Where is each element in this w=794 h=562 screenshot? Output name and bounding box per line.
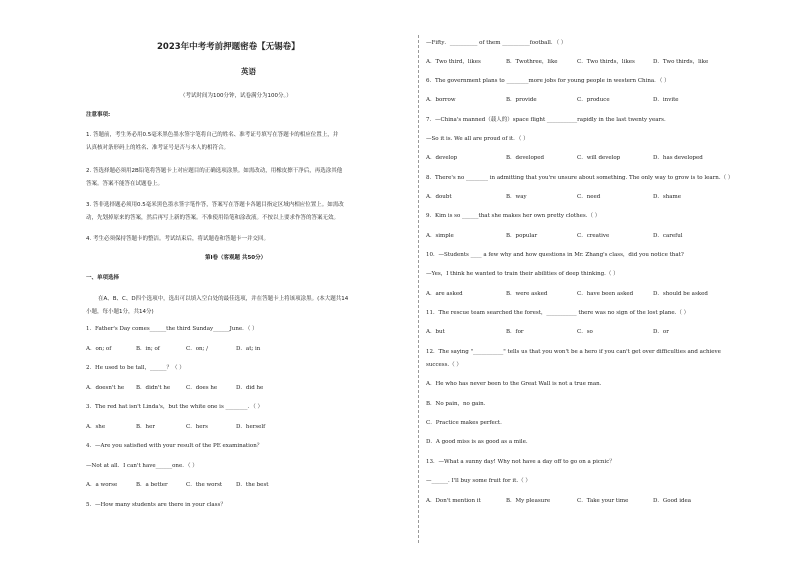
binding-line: [418, 35, 419, 543]
question-stem: 3．The red hat isn't Linda's，but the white one is ________．（ ）: [86, 404, 264, 410]
part-title: 一、单项选择: [86, 275, 120, 281]
option-a[interactable]: A．simple: [426, 233, 454, 239]
options-row: [86, 385, 286, 392]
option-a[interactable]: A．Don't mention it: [426, 498, 481, 504]
option-c[interactable]: C．Practice makes perfect.: [426, 420, 502, 426]
question-stem: —Not at all．I can't have______one．（ ）: [86, 463, 198, 469]
options-row: [426, 155, 733, 162]
option-a[interactable]: A．are asked: [426, 291, 463, 297]
question-stem: success.（ ）: [426, 362, 462, 368]
notes-line: 答案。答案不能答在试题卷上。: [86, 181, 164, 187]
option-c[interactable]: C．hers: [186, 424, 208, 430]
options-row: [426, 233, 733, 240]
option-d[interactable]: D．herself: [236, 424, 266, 430]
question-stem: 11．The rescue team searched the forest，___________ there was no sign of the lost plane.（ ）: [426, 310, 690, 316]
option-d[interactable]: D．careful: [653, 233, 683, 239]
option-c[interactable]: C．produce: [577, 97, 610, 103]
option-d[interactable]: D．did he: [236, 385, 264, 391]
option-d[interactable]: D．or: [653, 329, 669, 335]
option-b[interactable]: B．No pain，no gain.: [426, 401, 486, 407]
option-d[interactable]: D．has developed: [653, 155, 703, 161]
question-stem: 7．—China's manned（载人的）space flight ___________rapidly in the last twenty years.: [426, 117, 666, 123]
option-d[interactable]: D．should be asked: [653, 291, 708, 297]
question-stem: 8．There's no ________ in admitting that you're unsure about something. The only way to grow is to learn.（ ）: [426, 175, 734, 181]
option-b[interactable]: B．My pleasure: [506, 498, 551, 504]
option-b[interactable]: B．were asked: [506, 291, 548, 297]
options-row: [426, 59, 733, 66]
option-a[interactable]: A．doesn't he: [86, 385, 125, 391]
section-title: 第I卷（客观题 共50分）: [205, 255, 267, 261]
exam-info: （考试时间为100分钟，试卷满分为100分。）: [180, 93, 292, 99]
notes-line: 4. 考生必须保持答题卡的整洁。考试结束后，将试题卷和答题卡一并交回。: [86, 236, 269, 242]
option-d[interactable]: D．the best: [236, 482, 269, 488]
option-b[interactable]: B．Twothree，like: [506, 59, 558, 65]
option-c[interactable]: C．does he: [186, 385, 218, 391]
options-row: [426, 97, 733, 104]
option-a[interactable]: A．but: [426, 329, 445, 335]
option-b[interactable]: B．way: [506, 194, 527, 200]
question-stem: 1．Father's Day comes______the third Sunday______June．（ ）: [86, 326, 258, 332]
option-b[interactable]: B．in; of: [136, 346, 160, 352]
option-d[interactable]: D．A good miss is as good as a mile.: [426, 439, 528, 445]
question-stem: 6．The government plans to ________more jobs for young people in western China．（ ）: [426, 78, 670, 84]
question-stem: —Fifty．__________ of them __________football．（ ）: [426, 40, 567, 46]
option-d[interactable]: D．shame: [653, 194, 682, 200]
option-a[interactable]: A．develop: [426, 155, 458, 161]
question-stem: 12．The saying "___________" tells us that you won't be a hero if you can't get over difficulties and achieve: [426, 349, 721, 355]
option-c[interactable]: C．Take your time: [577, 498, 629, 504]
option-d[interactable]: D．invite: [653, 97, 679, 103]
question-stem: 13．—What a sunny day! Why not have a day off to go on a picnic？: [426, 459, 615, 465]
question-stem: 10．—Students ____ a few why and how questions in Mr. Zhang's class，did you notice that?: [426, 252, 684, 258]
options-row: [86, 346, 286, 353]
question-stem: —So it is. We all are proud of it．（ ）: [426, 136, 529, 142]
notes-heading: 注意事项:: [86, 112, 111, 118]
question-stem: 5．—How many students are there in your class？: [86, 502, 226, 508]
notes-line: 认真核对条形码上的姓名、准考证号是否与本人的相符合。: [86, 145, 230, 151]
option-a[interactable]: A．she: [86, 424, 106, 430]
question-stem: 2．He used to be tall，______？（ ）: [86, 365, 185, 371]
option-d[interactable]: D．Good idea: [653, 498, 692, 504]
option-a[interactable]: A．He who has never been to the Great Wall is not a true man.: [426, 381, 602, 387]
option-a[interactable]: A．a worse: [86, 482, 118, 488]
option-c[interactable]: C．the worst: [186, 482, 223, 488]
option-d[interactable]: D．Two thirds，like: [653, 59, 709, 65]
option-b[interactable]: B．developed: [506, 155, 545, 161]
section-instructions: 小题，每小题1分，共14分): [86, 309, 154, 315]
options-row: [426, 194, 733, 201]
option-a[interactable]: A．doubt: [426, 194, 452, 200]
question-stem: 9．Kim is so ______that she makes her own pretty clothes.（ ）: [426, 213, 601, 219]
option-c[interactable]: C．need: [577, 194, 601, 200]
option-c[interactable]: C．have been asked: [577, 291, 634, 297]
option-c[interactable]: C．on; /: [186, 346, 209, 352]
notes-line: 3. 答非选择题必须用0.5毫米黑色墨水签字笔作答，答案写在答题卡各题目指定区域内相应位置上。如需改: [86, 202, 344, 208]
option-b[interactable]: B．a better: [136, 482, 168, 488]
notes-line: 2. 答选择题必须用2B铅笔将答题卡上对应题目的正确选项涂黑。如需改动，用橡皮擦干净后，再选涂其他: [86, 168, 343, 174]
option-c[interactable]: C．creative: [577, 233, 610, 239]
option-c[interactable]: C．Two thirds，likes: [577, 59, 635, 65]
page-title: 2023年中考考前押题密卷【无锡卷】: [157, 42, 300, 52]
section-instructions: 在A、B、C、D四个选项中，选出可以填入空白处的最佳选项，并在答题卡上将该项涂黑。(本大题共14: [98, 296, 349, 302]
options-row: [426, 498, 733, 505]
notes-line: 动，先划掉原来的答案，然后再写上新的答案。不准使用铅笔和涂改液。不按以上要求作答的答案无效。: [86, 215, 340, 221]
option-a[interactable]: A．on; of: [86, 346, 112, 352]
options-row: [426, 329, 733, 336]
option-b[interactable]: B．provide: [506, 97, 537, 103]
notes-line: 1. 答题前，考生务必用0.5毫米黑色墨水签字笔将自己的姓名、准考证号填写在答题卡的相应位置上，并: [86, 132, 339, 138]
option-a[interactable]: A．Two third，likes: [426, 59, 481, 65]
option-b[interactable]: B．for: [506, 329, 524, 335]
options-row: [86, 482, 286, 489]
subject-title: 英语: [241, 67, 256, 76]
option-b[interactable]: B．her: [136, 424, 155, 430]
option-b[interactable]: B．popular: [506, 233, 538, 239]
option-c[interactable]: C．so: [577, 329, 593, 335]
options-row: [86, 424, 286, 431]
option-d[interactable]: D．at; in: [236, 346, 261, 352]
options-row: [426, 291, 733, 298]
option-b[interactable]: B．didn't he: [136, 385, 171, 391]
question-stem: —______. I'll buy some fruit for it.（ ）: [426, 478, 531, 484]
question-stem: —Yes，I think he wanted to train their abilities of deep thinking.（ ）: [426, 271, 619, 277]
option-a[interactable]: A．borrow: [426, 97, 456, 103]
option-c[interactable]: C．will develop: [577, 155, 621, 161]
question-stem: 4．—Are you satisfied with your result of the PE examination？: [86, 443, 263, 449]
